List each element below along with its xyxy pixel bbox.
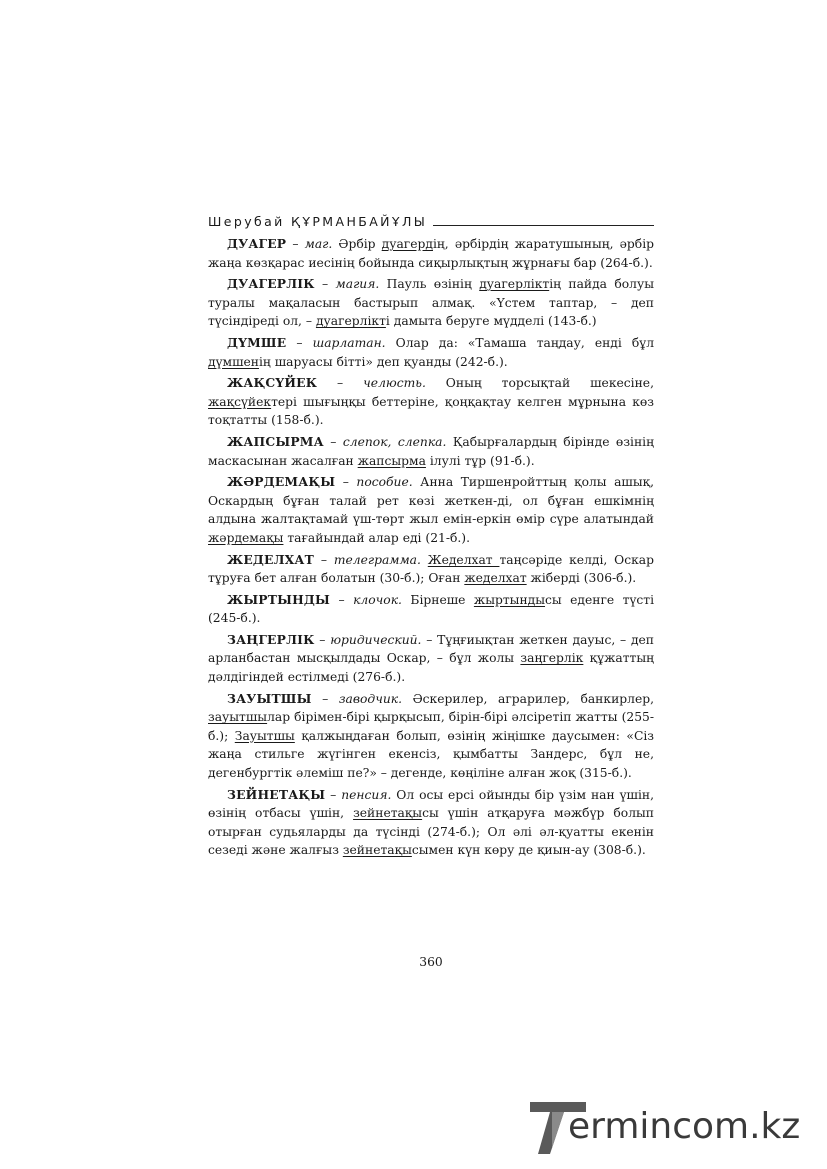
example-text: Қабырғалардың бірінде өзінің маскасынан жасалған — [208, 434, 654, 468]
dictionary-entry — [208, 334, 654, 371]
entry-russian-gloss: телеграмма. — [333, 552, 421, 567]
entry-dash: – — [286, 335, 313, 350]
entry-russian-gloss: слепок, слепка. — [342, 434, 447, 449]
example-text: таңсәріде келді, Оскар тұруға бет алған болатын (30-б.); Оған — [208, 552, 654, 586]
underlined-term: дүмшен — [208, 354, 259, 369]
example-text: – Тұңғиықтан жеткен дауыс, – деп арланбастан мысқылдады Оскар, – бұл жолы — [208, 632, 654, 666]
example-text: тері шығыңқы беттеріне, қоңқақтау келген мұрнына көз тоқтатты (158-б.). — [208, 394, 654, 428]
entry-headword: ЖӘРДЕМАҚЫ — [227, 474, 336, 490]
example-text: Бірнеше — [401, 592, 474, 607]
example-text: жіберді (306-б.). — [526, 571, 637, 586]
termincom-logo[interactable] — [528, 1098, 818, 1158]
entry-headword: ЖАҚСҮЙЕК — [227, 375, 318, 391]
entry-headword: ДУАГЕР — [227, 236, 287, 251]
underlined-term: Жеделхат — [427, 552, 500, 567]
underlined-term: дуагерлікт — [479, 277, 550, 292]
example-text: Анна Тиршенройттың қолы ашық, Оскардың бұған талай рет көзі жеткен-ді, ол бұған ешкімнің алдына жалтақтамай үш-төрт жыл емін-еркін өмір сүре алатындай — [208, 475, 654, 527]
entry-headword: ЗАҢГЕРЛІК — [227, 631, 315, 647]
entry-headword: ЖАПСЫРМА — [227, 433, 324, 449]
entry-russian-gloss: клочок. — [353, 592, 402, 607]
example-text: і дамыта беруге мүдделі (143-б.) — [385, 314, 597, 329]
entry-dash: – — [311, 691, 339, 706]
entry-headword: ЖЕДЕЛХАТ — [227, 551, 314, 567]
underlined-term: дуагерлікт — [315, 314, 386, 329]
example-text: Олар да: «Тамаша таңдау, енді бұл — [385, 335, 655, 350]
entry-dash: – — [314, 632, 331, 647]
dictionary-entry — [208, 374, 654, 430]
example-text: сымен күн көру де қиын-ау (308-б.). — [411, 843, 646, 858]
entry-russian-gloss: заводчик. — [338, 691, 403, 706]
dictionary-entry — [208, 786, 654, 860]
example-text: Оның торсықтай шекесіне, — [425, 376, 654, 391]
dictionary-entries — [208, 235, 654, 860]
book-page — [208, 207, 654, 863]
underlined-term: жапсырма — [357, 453, 426, 468]
dictionary-entry — [208, 551, 654, 588]
dictionary-entry — [208, 235, 654, 272]
dictionary-entry — [208, 433, 654, 470]
example-text: ің пайда болуы туралы мақаласын бастырып алмақ. «Үстем таптар, – деп түсіндіреді ол, – — [208, 277, 654, 329]
dictionary-entry — [208, 473, 654, 547]
entry-dash: – — [314, 277, 336, 292]
underlined-term: жақсүйек — [208, 394, 272, 409]
entry-dash: – — [314, 552, 334, 567]
entry-russian-gloss: пособие. — [356, 475, 413, 490]
dictionary-entry — [208, 690, 654, 783]
page-number: 360 — [419, 955, 443, 969]
entry-headword: ЖЫРТЫНДЫ — [227, 591, 331, 607]
entry-dash: – — [317, 376, 364, 391]
entry-russian-gloss: пенсия. — [341, 787, 392, 802]
entry-russian-gloss: шарлатан. — [312, 335, 386, 350]
entry-dash: – — [330, 592, 354, 607]
example-text: құжаттың дәлдігіндей естілмеді (276-б.). — [208, 651, 655, 685]
entry-russian-gloss: юридический. — [330, 632, 422, 647]
underlined-term: зейнетақы — [353, 806, 423, 821]
entry-dash: – — [325, 787, 342, 802]
example-text: сы үшін атқаруға мәжбүр болып отырған судьяларды да түсінді (274-б.); Ол әлі әл-қуатты екенін сезеді және жалғыз — [208, 806, 654, 858]
entry-headword: ДУАГЕРЛІК — [227, 276, 315, 292]
example-text — [421, 553, 428, 567]
underlined-term: зейнетақы — [342, 843, 412, 858]
logo-text: ermincom.kz — [568, 1106, 801, 1147]
underlined-term: заңгерлік — [520, 651, 584, 666]
underlined-term: жеделхат — [464, 571, 527, 586]
example-text: Әрбір — [332, 237, 382, 251]
entry-headword: ЗАУЫТШЫ — [227, 690, 312, 706]
running-header — [208, 207, 654, 229]
entry-headword: ЗЕЙНЕТАҚЫ — [227, 786, 326, 802]
entry-russian-gloss: челюсть. — [363, 376, 426, 391]
example-text: ің, әрбірдің жаратушының, әрбір жаңа көзқарас иесінің бойында сиқырлықтың жұрнағы бар (264-б.). — [208, 237, 655, 270]
entry-russian-gloss: маг. — [304, 237, 333, 251]
example-text: Әскерилер, аграрилер, банкирлер, — [402, 691, 655, 706]
entry-headword: ДҮМШЕ — [227, 334, 287, 350]
example-text: лар бірімен-бірі қырқысып, бірін-бірі әлсіретіп жатты (255-б.); — [208, 710, 654, 743]
example-text: сы еденге түсті (245-б.). — [208, 592, 655, 626]
entry-russian-gloss: магия. — [335, 277, 380, 292]
entry-dash: – — [286, 237, 305, 251]
example-text: Ол осы ерсі ойынды бір үзім нан үшін, өзінің отбасы үшін, — [208, 787, 655, 821]
entry-dash: – — [323, 434, 343, 449]
header-rule — [433, 225, 654, 226]
example-text: ің шаруасы бітті» деп қуанды (242-б.). — [259, 354, 508, 369]
example-text: ілулі тұр (91-б.). — [425, 453, 535, 468]
example-text: тағайындай алар еді (21-б.). — [283, 530, 471, 545]
example-text: Пауль өзінің — [379, 277, 480, 292]
underlined-term: жыртынды — [473, 592, 546, 607]
underlined-term: жәрдемақы — [208, 530, 284, 545]
underlined-term: Зауытшы — [234, 728, 295, 743]
dictionary-entry — [208, 631, 654, 687]
underlined-term: дуагерд — [381, 237, 433, 251]
running-title: Шерубай ҚҰРМАНБАЙҰЛЫ — [208, 214, 428, 229]
dictionary-entry — [208, 591, 654, 628]
example-text: қалжыңдаған болып, өзінің жіңішке даусымен: «Сіз жаңа стильге жүгінген екенсіз, қымбатты Зандерс, бұл не, дегенбургтік әлеміш пе?» – дегенде, көңіліне алған жоқ (315-б.). — [208, 728, 654, 781]
dictionary-entry — [208, 275, 654, 331]
underlined-term: зауытшы — [208, 710, 268, 725]
entry-dash: – — [335, 475, 357, 490]
